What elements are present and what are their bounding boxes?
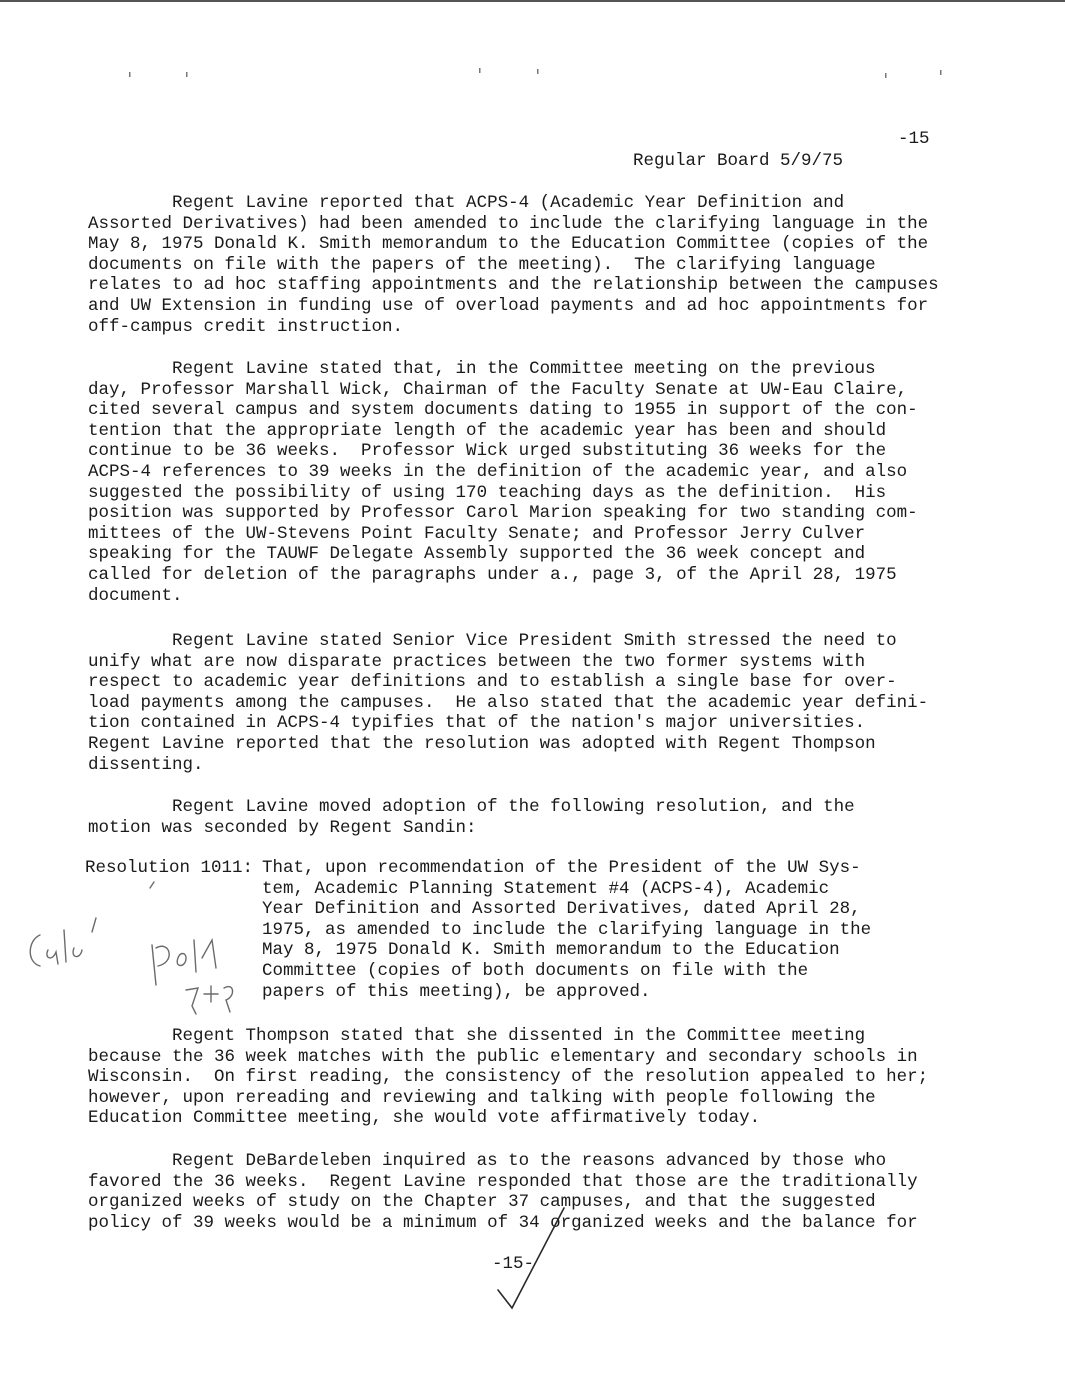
paragraph-6: Regent DeBardeleben inquired as to the reasons advanced by those who favored the 36 weeks. Regent Lavine responded that those are the traditionally organized weeks of study on the Chapter 37 campuses, and that the suggested policy of 39 weeks would be a minimum of 34 organized weeks and the balance for (88, 1151, 918, 1233)
paragraph-2: Regent Lavine stated that, in the Committee meeting on the previous day, Professor Marshall Wick, Chairman of the Faculty Senate at UW-Eau Claire, cited several campus and system documents dating to 1955 in support of the con- tention that the appropriate length of the academic year has been and should continue to be 36 weeks. Professor Wick urged substituting 36 weeks for the ACPS-4 references to 39 weeks in the definition of the academic year, and also suggested the possibility of using 170 teaching days as the definition. His position was supported by Professor Carol Marion speaking for two standing com- mittees of the UW-Stevens Point Faculty Senate; and Professor Jerry Culver speaking for the TAUWF Delegate Assembly supported the 36 week concept and called for deletion of the paragraphs under a., page 3, of the April 28, 1975 document. (88, 359, 918, 606)
scan-specks (0, 60, 1065, 90)
handwritten-note-marks (30, 882, 232, 1014)
top-edge-rule (0, 0, 1065, 2)
paragraph-5: Regent Thompson stated that she dissented in the Committee meeting because the 36 week matches with the public elementary and secondary schools in Wisconsin. On first reading, the consistency of the resolution appealed to her; however, upon rereading and reviewing and talking with people following the Education Committee meeting, she would vote affirmatively today. (88, 1026, 929, 1129)
resolution-label: Resolution 1011: (85, 858, 254, 878)
paragraph-4: Regent Lavine moved adoption of the following resolution, and the motion was seconded by Regent Sandin: (88, 797, 855, 838)
page-number: -15- (492, 1254, 535, 1274)
paragraph-3: Regent Lavine stated Senior Vice President Smith stressed the need to unify what are now disparate practices between the two former systems with respect to academic year definitions and to establish a single base for over- load payments among the campuses. He also stated that the academic year defini- tion contained in ACPS-4 typifies that of the nation's major universities. Regent Lavine reported that the resolution was adopted with Regent Thompson dissenting. (88, 631, 929, 775)
page-header (612, 128, 932, 194)
header-title: Regular Board 5/9/75 (633, 151, 844, 171)
header-page-marker: -15 (898, 129, 930, 149)
resolution-text: That, upon recommendation of the President of the UW Sys- tem, Academic Planning Statement #4 (ACPS-4), Academic Year Definition and Assorted Derivatives, dated April 28, 1975, as amended to include the clarifying language in the May 8, 1975 Donald K. Smith memorandum to the Education Committee (copies of both documents on file with the papers of this meeting), be approved. (262, 858, 872, 1002)
paragraph-1: Regent Lavine reported that ACPS-4 (Academic Year Definition and Assorted Derivatives) had been amended to include the clarifying language in the May 8, 1975 Donald K. Smith memorandum to the Education Committee (copies of the documents on file with the papers of the meeting). The clarifying language relates to ad hoc staffing appointments and the relationship between the campuses and UW Extension in funding use of overload payments and ad hoc appointments for off-campus credit instruction. (88, 193, 939, 337)
